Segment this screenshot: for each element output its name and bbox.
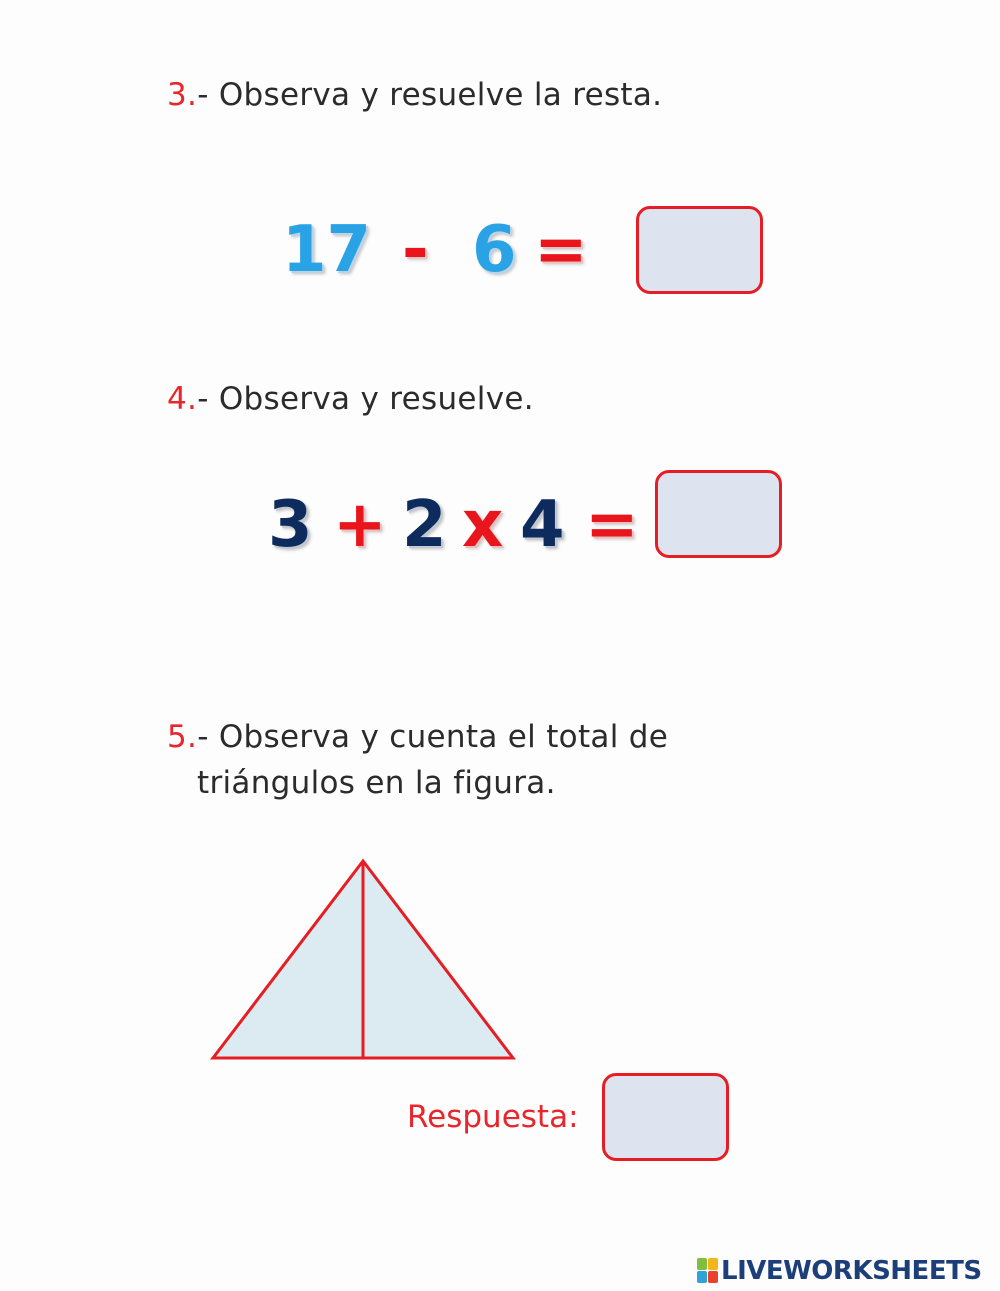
question-4-text: - Observa y resuelve. [197, 381, 534, 417]
liveworksheets-wordmark: LIVEWORKSHEETS [721, 1256, 982, 1286]
answer-box-3[interactable] [636, 206, 763, 294]
answer-box-5[interactable] [602, 1073, 729, 1161]
equation-3 [0, 215, 1000, 295]
question-5-number: 5. [167, 719, 198, 755]
answer-label: Respuesta: [407, 1099, 579, 1135]
question-4 [167, 376, 534, 422]
triangle-figure [200, 850, 530, 1075]
question-5 [167, 714, 668, 806]
eq4-equals: = [585, 488, 639, 562]
question-3 [167, 72, 662, 118]
question-3-text: - Observa y resuelve la resta. [197, 77, 663, 113]
question-5-line-1: - Observa y cuenta el total de [197, 719, 669, 755]
eq4-times: x [462, 488, 504, 562]
eq4-plus: + [333, 488, 387, 562]
question-3-number: 3. [167, 77, 198, 113]
question-5-line-2: triángulos en la figura. [197, 765, 556, 801]
answer-box-4[interactable] [655, 470, 782, 558]
eq3-equals: = [534, 213, 588, 287]
equation-4 [0, 490, 1000, 570]
eq4-operand-c: 4 [520, 488, 565, 562]
question-4-number: 4. [167, 381, 198, 417]
liveworksheets-logo-icon [697, 1258, 719, 1284]
eq3-operand-a: 17 [282, 213, 372, 287]
liveworksheets-brand[interactable] [697, 1254, 982, 1288]
eq4-operand-a: 3 [268, 488, 313, 562]
eq3-operand-b: 6 [472, 213, 517, 287]
eq4-operand-b: 2 [402, 488, 447, 562]
eq3-minus: - [402, 213, 429, 287]
